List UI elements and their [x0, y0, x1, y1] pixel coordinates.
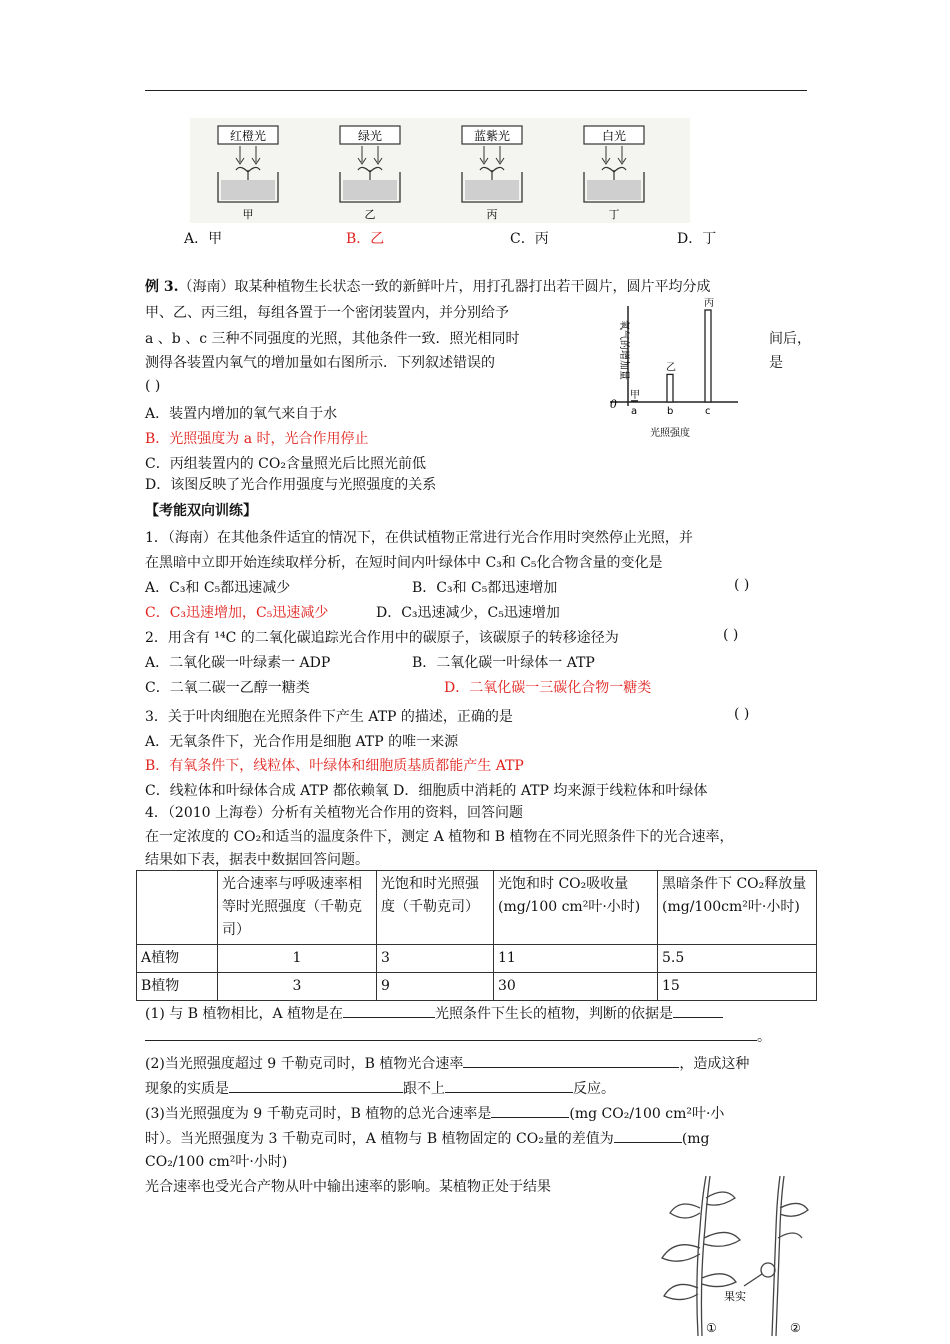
oxygen-bar-chart — [588, 298, 748, 443]
chart-xlabel: 光照强度 — [650, 428, 690, 439]
chart-bar-label: 乙 — [666, 362, 676, 374]
q2-option-b: B．二氧化碳一叶绿体一 ATP — [412, 655, 595, 671]
table-header-cell: 光饱和时 CO₂吸收量(mg/100 cm²叶·小时) — [494, 871, 658, 945]
group-label: 甲 — [242, 208, 254, 221]
sub3-line1 — [145, 1103, 724, 1123]
prev-option-c: C．丙 — [510, 231, 549, 247]
example3-option-c: C．丙组装置内的 CO₂含量照光后比照光前低 — [145, 456, 426, 472]
table-cell: 1 — [218, 945, 377, 973]
prev-option-d: D．丁 — [677, 231, 717, 247]
sub1-line2 — [145, 1026, 771, 1046]
header-rule — [145, 90, 807, 91]
q1-line2: 在黑暗中立即开始连续取样分析，在短时间内叶绿体中 C₃和 C₅化合物含量的变化是 — [145, 555, 663, 571]
table-cell: A植物 — [137, 945, 218, 973]
sub1-end: 。 — [757, 1029, 771, 1045]
sub2-blank2[interactable] — [229, 1078, 403, 1093]
sub2-l2a: 现象的实质是 — [145, 1081, 229, 1097]
example3-line3-tail: 间后， — [769, 331, 811, 347]
sub1-line1 — [145, 1003, 723, 1023]
group-label: 丁 — [608, 208, 620, 221]
plant-number-2: ② — [790, 1321, 801, 1335]
chart-tick-label: c — [705, 406, 711, 417]
sub1-blank3[interactable] — [145, 1026, 757, 1041]
example3-text1: （海南）取某种植物生长状态一致的新鲜叶片，用打孔器打出若干圆片，圆片平均分成 — [178, 279, 711, 295]
group-label: 乙 — [364, 208, 376, 221]
sub3-blank2[interactable] — [614, 1128, 682, 1143]
chart-tick-label: a — [631, 406, 638, 417]
table-header-row — [137, 871, 817, 945]
q1-option-b: B．C₃和 C₅都迅速增加 — [412, 580, 558, 596]
beaker-liquid — [587, 180, 641, 200]
chart-origin: 0 — [610, 396, 617, 411]
light-source-label: 白光 — [601, 129, 627, 143]
example3-line4-tail: 是 — [769, 355, 783, 371]
table-header-cell: 光合速率与呼吸速率相等时光照强度（千勒克司） — [218, 871, 377, 945]
example3-line4: 测得各装置内氧气的增加量如右图所示．下列叙述错误的 — [145, 355, 495, 371]
table-cell: 11 — [494, 945, 658, 973]
sub3-blank1[interactable] — [491, 1103, 569, 1118]
sub3-pre: (3)当光照强度为 9 千勒克司时，B 植物的总光合速率是 — [145, 1106, 492, 1122]
example3-option-a: A．装置内增加的氧气来自于水 — [145, 406, 338, 422]
sub3-l2a: 时）。当光照强度为 3 千勒克司时，A 植物与 B 植物固定的 CO₂量的差值为 — [145, 1131, 614, 1147]
sub2-pre: (2)当光照强度超过 9 千勒克司时，B 植物光合速率 — [145, 1056, 464, 1072]
q2-paren: ( ) — [723, 627, 739, 643]
example3-option-d: D．该图反映了光合作用强度与光照强度的关系 — [145, 477, 437, 493]
beaker-liquid — [343, 180, 397, 200]
light-source-label: 蓝紫光 — [473, 129, 511, 143]
sub1-blank1[interactable] — [343, 1003, 435, 1018]
table-cell: 15 — [658, 973, 817, 1001]
q1-paren: ( ) — [734, 577, 750, 593]
table-cell: B植物 — [137, 973, 218, 1001]
table-header-cell: 光饱和时光照强度（千勒克司） — [377, 871, 494, 945]
example3-label: 例 3. — [145, 279, 179, 295]
prev-option-a: A．甲 — [184, 231, 223, 247]
table-cell: 5.5 — [658, 945, 817, 973]
q2-option-c: C．二氧二碳一乙醇一糖类 — [145, 680, 310, 696]
chart-ylabel: 氧气的增加量 — [618, 320, 629, 380]
q2-line1: 2．用含有 ¹⁴C 的二氧化碳追踪光合作用中的碳原子，该碳原子的转移途径为 — [145, 630, 619, 646]
sub3-l2b: (mg — [681, 1131, 710, 1147]
table-header-cell: 黑暗条件下 CO₂释放量 (mg/100cm²叶·小时) — [658, 871, 817, 945]
sub3-tail1: (mg CO₂/100 cm²叶·小 — [569, 1106, 725, 1122]
table-cell: 3 — [377, 945, 494, 973]
light-source-label: 红橙光 — [229, 129, 267, 143]
sub2-blank3[interactable] — [445, 1078, 573, 1093]
q4-line3: 结果如下表，据表中数据回答问题。 — [145, 852, 369, 868]
data-table — [136, 870, 817, 1001]
group-label: 丙 — [486, 208, 498, 221]
q3-option-c: C．线粒体和叶绿体合成 ATP 都依赖氧 D．细胞质中消耗的 ATP 均来源于线粒体和叶绿体 — [145, 783, 708, 799]
sub1-mid: 光照条件下生长的植物，判断的依据是 — [435, 1006, 674, 1022]
plant-fruit-label: 果实 — [724, 1290, 746, 1303]
table-header-cell — [137, 871, 218, 945]
example3-line1 — [145, 276, 711, 296]
prev-option-b: B．乙 — [346, 231, 385, 247]
sub2-blank1[interactable] — [463, 1053, 679, 1068]
table-cell: 30 — [494, 973, 658, 1001]
q4-line1: 4．（2010 上海卷）分析有关植物光合作用的资料，回答问题 — [145, 805, 523, 821]
chart-bar — [705, 310, 711, 402]
section-title: 【考能双向训练】 — [145, 503, 257, 519]
light-source-label: 绿光 — [357, 129, 383, 143]
example3-line2: 甲、乙、丙三组，每组各置于一个密闭装置内，并分别给予 — [145, 305, 509, 321]
sub2-l2c: 反应。 — [573, 1081, 615, 1097]
chart-bar — [667, 374, 673, 402]
light-experiment-figure — [190, 118, 690, 223]
sub1-pre: (1) 与 B 植物相比，A 植物是在 — [145, 1006, 344, 1022]
q3-line1: 3．关于叶肉细胞在光照条件下产生 ATP 的描述，正确的是 — [145, 709, 513, 725]
q3-paren: ( ) — [734, 706, 750, 722]
chart-bar-label: 丙 — [704, 298, 714, 309]
sub2-line1 — [145, 1053, 749, 1073]
sub3-line2 — [145, 1128, 710, 1148]
table-cell: 9 — [377, 973, 494, 1001]
q3-option-b: B．有氧条件下，线粒体、叶绿体和细胞质基质都能产生 ATP — [145, 758, 524, 774]
q2-option-a: A．二氧化碳一叶绿素一 ADP — [145, 655, 331, 671]
beaker-liquid — [221, 180, 275, 200]
q4-line2: 在一定浓度的 CO₂和适当的温度条件下，测定 A 植物和 B 植物在不同光照条件下的光合速率， — [145, 829, 734, 845]
plant-number-1: ① — [706, 1321, 717, 1335]
example3-option-b: B．光照强度为 a 时，光合作用停止 — [145, 431, 369, 447]
sub2-mid: ，造成这种 — [679, 1056, 750, 1072]
sub2-line2 — [145, 1078, 615, 1098]
q1-option-c: C．C₃迅速增加，C₅迅速减少 — [145, 605, 329, 621]
q3-option-a: A．无氧条件下，光合作用是细胞 ATP 的唯一来源 — [145, 734, 459, 750]
q2-option-d: D．二氧化碳一三碳化合物一糖类 — [444, 680, 652, 696]
sub3-line3: CO₂/100 cm²叶·小时) — [145, 1154, 288, 1170]
q1-line1: 1．（海南）在其他条件适宜的情况下，在供试植物正常进行光合作用时突然停止光照，并 — [145, 530, 693, 546]
last-line: 光合速率也受光合产物从叶中输出速率的影响。某植物正处于结果 — [145, 1179, 551, 1195]
sub1-blank2[interactable] — [673, 1003, 723, 1018]
q1-option-a: A．C₃和 C₅都迅速减少 — [145, 580, 291, 596]
plant-figure — [640, 1168, 820, 1338]
example3-paren: ( ) — [145, 378, 161, 394]
sub2-l2b: 跟不上 — [403, 1081, 445, 1097]
table-row — [137, 945, 817, 973]
table-cell: 3 — [218, 973, 377, 1001]
example3-line3: a 、b 、c 三种不同强度的光照，其他条件一致．照光相同时 — [145, 331, 520, 347]
q1-option-d: D．C₃迅速减少，C₅迅速增加 — [376, 605, 560, 621]
table-row — [137, 973, 817, 1001]
chart-tick-label: b — [667, 406, 674, 417]
beaker-liquid — [465, 180, 519, 200]
chart-bar-label: 甲 — [630, 390, 640, 401]
